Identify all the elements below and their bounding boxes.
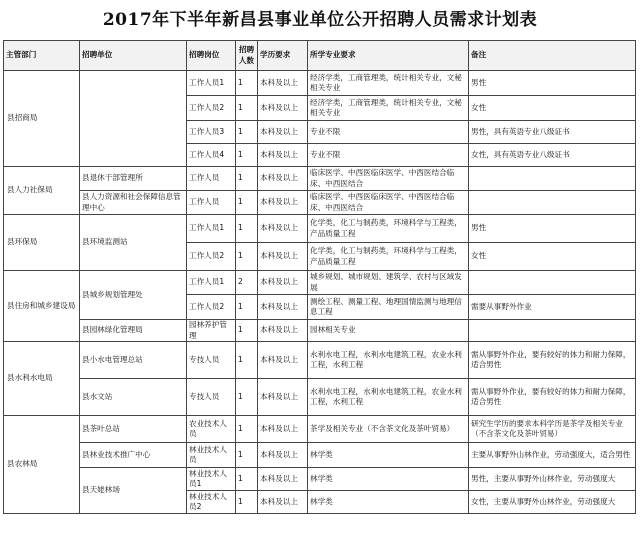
edu-cell: 本科及以上	[258, 121, 308, 144]
unit-cell: 县退休干部管理所	[80, 167, 187, 191]
unit-cell-empty	[80, 71, 187, 167]
table-row	[4, 320, 636, 342]
note-cell: 男性，具有英语专业八级证书	[469, 121, 636, 144]
post-cell: 专技人员	[187, 379, 236, 416]
header-count: 招聘人数	[236, 41, 258, 71]
major-cell: 水利水电工程，水利水电建筑工程，农业水利工程，水利工程	[308, 342, 469, 379]
edu-cell: 本科及以上	[258, 191, 308, 215]
note-cell: 女性，主要从事野外山林作业，劳动强度大	[469, 491, 636, 514]
count-cell: 1	[236, 121, 258, 144]
dept-cell: 县水利水电局	[4, 342, 80, 416]
table-row	[4, 271, 636, 295]
edu-cell: 本科及以上	[258, 342, 308, 379]
post-cell: 林业技术人员	[187, 443, 236, 468]
post-cell: 林业技术人员1	[187, 468, 236, 491]
major-cell: 水利水电工程，水利水电建筑工程，农业水利工程，水利工程	[308, 379, 469, 416]
header-dept: 主管部门	[4, 41, 80, 71]
note-cell: 男性	[469, 215, 636, 243]
note-cell: 需要从事野外作业	[469, 295, 636, 320]
table-row	[4, 468, 636, 491]
note-cell: 主要从事野外山林作业，劳动强度大，适合男性	[469, 443, 636, 468]
unit-cell: 县水文站	[80, 379, 187, 416]
count-cell: 1	[236, 342, 258, 379]
note-cell: 男性，主要从事野外山林作业，劳动强度大	[469, 468, 636, 491]
table-row	[4, 379, 636, 416]
unit-cell: 县人力资源和社会保障信息管理中心	[80, 191, 187, 215]
recruitment-table	[3, 40, 636, 514]
major-cell: 林学类	[308, 443, 469, 468]
dept-cell: 县农林局	[4, 416, 80, 514]
count-cell: 1	[236, 443, 258, 468]
edu-cell: 本科及以上	[258, 416, 308, 443]
count-cell: 1	[236, 468, 258, 491]
major-cell: 茶学及相关专业（不含茶文化及茶叶贸易）	[308, 416, 469, 443]
post-cell: 工作人员1	[187, 271, 236, 295]
table-row	[4, 191, 636, 215]
edu-cell: 本科及以上	[258, 243, 308, 271]
count-cell: 1	[236, 320, 258, 342]
table-row	[4, 416, 636, 443]
count-cell: 1	[236, 491, 258, 514]
header-unit: 招聘单位	[80, 41, 187, 71]
edu-cell: 本科及以上	[258, 443, 308, 468]
post-cell: 工作人员2	[187, 243, 236, 271]
header-major: 所学专业要求	[308, 41, 469, 71]
count-cell: 1	[236, 167, 258, 191]
major-cell: 林学类	[308, 491, 469, 514]
major-cell: 园林相关专业	[308, 320, 469, 342]
major-cell: 临床医学、中西医临床医学、中西医结合临床、中西医结合	[308, 191, 469, 215]
count-cell: 1	[236, 243, 258, 271]
table-row	[4, 443, 636, 468]
unit-cell: 县林业技术推广中心	[80, 443, 187, 468]
count-cell: 1	[236, 215, 258, 243]
note-cell: 女性，具有英语专业八级证书	[469, 144, 636, 167]
count-cell: 2	[236, 271, 258, 295]
unit-cell: 县天姥林场	[80, 468, 187, 514]
edu-cell: 本科及以上	[258, 71, 308, 96]
major-cell: 经济学类，工商管理类，统计相关专业，文秘相关专业	[308, 96, 469, 121]
post-cell: 工作人员	[187, 191, 236, 215]
edu-cell: 本科及以上	[258, 144, 308, 167]
dept-cell: 县人力社保局	[4, 167, 80, 215]
count-cell: 1	[236, 191, 258, 215]
table-row	[4, 71, 636, 96]
major-cell: 专业不限	[308, 144, 469, 167]
post-cell: 林业技术人员2	[187, 491, 236, 514]
page-title: 2017年下半年新昌县事业单位公开招聘人员需求计划表	[102, 10, 538, 30]
major-cell: 临床医学、中西医临床医学、中西医结合临床、中西医结合	[308, 167, 469, 191]
table-row	[4, 342, 636, 379]
edu-cell: 本科及以上	[258, 468, 308, 491]
dept-cell: 县环保局	[4, 215, 80, 271]
note-cell: 男性	[469, 71, 636, 96]
unit-cell: 县城乡规划管理处	[80, 271, 187, 320]
post-cell: 农业技术人员	[187, 416, 236, 443]
post-cell: 工作人员1	[187, 71, 236, 96]
note-cell	[469, 271, 636, 295]
header-note: 备注	[469, 41, 636, 71]
note-cell	[469, 191, 636, 215]
count-cell: 1	[236, 295, 258, 320]
post-cell: 工作人员2	[187, 96, 236, 121]
unit-cell: 县茶叶总站	[80, 416, 187, 443]
count-cell: 1	[236, 71, 258, 96]
count-cell: 1	[236, 96, 258, 121]
table-row	[4, 167, 636, 191]
note-cell: 研究生学历的要求本科学历是茶学及相关专业（不含茶文化及茶叶贸易）	[469, 416, 636, 443]
note-cell: 女性	[469, 243, 636, 271]
major-cell: 林学类	[308, 468, 469, 491]
unit-cell: 县小水电管理总站	[80, 342, 187, 379]
edu-cell: 本科及以上	[258, 320, 308, 342]
major-cell: 专业不限	[308, 121, 469, 144]
count-cell: 1	[236, 416, 258, 443]
post-cell: 专技人员	[187, 342, 236, 379]
post-cell: 工作人员1	[187, 215, 236, 243]
dept-cell: 县住房和城乡建设局	[4, 271, 80, 342]
unit-cell: 县园林绿化管理局	[80, 320, 187, 342]
major-cell: 测绘工程、测量工程、地理国情监测与地理信息工程	[308, 295, 469, 320]
note-cell	[469, 167, 636, 191]
post-cell: 工作人员	[187, 167, 236, 191]
post-cell: 工作人员4	[187, 144, 236, 167]
edu-cell: 本科及以上	[258, 167, 308, 191]
count-cell: 1	[236, 144, 258, 167]
edu-cell: 本科及以上	[258, 295, 308, 320]
header-row	[4, 41, 636, 71]
table-row	[4, 215, 636, 243]
note-cell: 女性	[469, 96, 636, 121]
post-cell: 工作人员3	[187, 121, 236, 144]
note-cell: 需从事野外作业，要有较好的体力和耐力保障，适合男性	[469, 379, 636, 416]
post-cell: 工作人员2	[187, 295, 236, 320]
edu-cell: 本科及以上	[258, 96, 308, 121]
post-cell: 园林养护管理	[187, 320, 236, 342]
major-cell: 化学类，化工与制药类，环境科学与工程类，产品质量工程	[308, 215, 469, 243]
major-cell: 城乡规划、城市规划、建筑学、农村与区域发展	[308, 271, 469, 295]
dept-cell: 县招商局	[4, 71, 80, 167]
major-cell: 化学类，化工与制药类，环境科学与工程类，产品质量工程	[308, 243, 469, 271]
count-cell: 1	[236, 379, 258, 416]
edu-cell: 本科及以上	[258, 215, 308, 243]
major-cell: 经济学类，工商管理类，统计相关专业，文秘相关专业	[308, 71, 469, 96]
edu-cell: 本科及以上	[258, 271, 308, 295]
edu-cell: 本科及以上	[258, 379, 308, 416]
note-cell: 需从事野外作业，要有较好的体力和耐力保障，适合男性	[469, 342, 636, 379]
note-cell	[469, 320, 636, 342]
edu-cell: 本科及以上	[258, 491, 308, 514]
header-edu: 学历要求	[258, 41, 308, 71]
header-post: 招聘岗位	[187, 41, 236, 71]
unit-cell: 县环境监测站	[80, 215, 187, 271]
